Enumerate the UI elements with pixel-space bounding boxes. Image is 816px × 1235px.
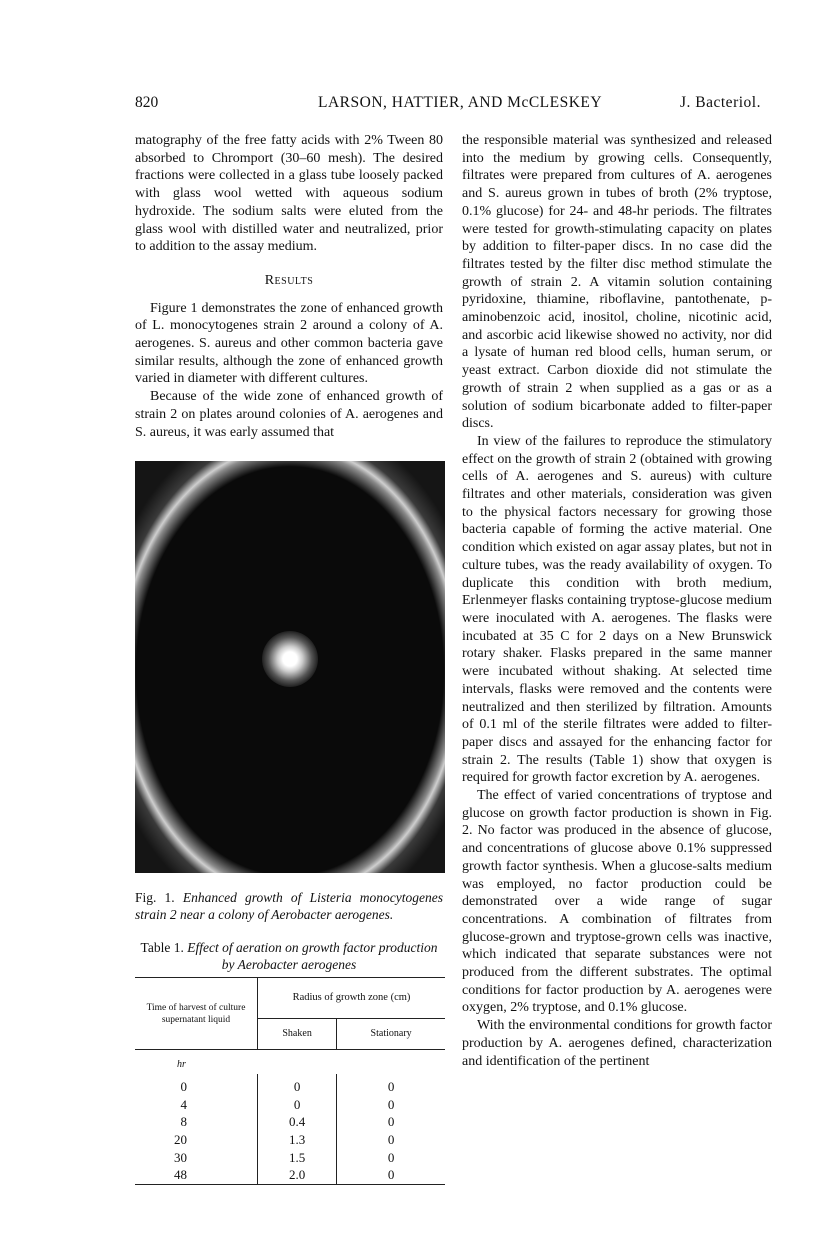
colony-spot: [262, 631, 318, 687]
cell-time: 20: [135, 1131, 258, 1149]
cell-shaken: 1.3: [258, 1131, 337, 1149]
page-number: 820: [135, 94, 159, 111]
table-row: [135, 1096, 445, 1114]
cell-shaken: 0: [258, 1078, 337, 1096]
running-header: [0, 94, 816, 116]
col-header-stationary: Stationary: [337, 1019, 445, 1050]
unit-label: hr: [177, 1059, 186, 1071]
cell-stationary: 0: [337, 1166, 445, 1184]
paragraph: the responsible material was synthesized and released into the medium by growing cells. Consequently, filtrates were prepared from cultures of A. aerogenes and S. aureus grown in tubes of broth (2% tryptose, 0.1% glucose) for 24- and 48-hr periods. The filtrates were tested for growth-stimulating capacity on plates by addition to filter-paper discs. In no case did the filtrates tested by the filter disc method stimulate the growth of strain 2. A vitamin solution containing pyridoxine, thiamine, riboflavine, pantothenate, p-aminobenzoic acid, inositol, choline, nicotinic acid, and ascorbic acid likewise showed no activity, nor did a lysate of human red blood cells, human serum, or yeast extract. Carbon dioxide did not stimulate the growth of strain 2 when supplied as a gas or as a solution of sodium bicarbonate added to filter-paper discs.: [462, 133, 772, 432]
cell-stationary: 0: [387, 1132, 395, 1148]
figure-caption: [135, 889, 443, 923]
table-1: [135, 977, 445, 1185]
figure-label: Fig. 1.: [135, 890, 175, 906]
cell-stationary: 0: [387, 1078, 395, 1094]
running-authors: LARSON, HATTIER, AND McCLESKEY: [318, 94, 603, 111]
table-row: [135, 1149, 445, 1167]
paragraph: The effect of varied concentrations of tryptose and glucose on growth factor production is shown in Fig. 2. No factor was produced in the absence of glucose, and concentrations of glucose above 0.1% suppressed growth factor synthesis. When a glucose-salts medium was employed, no factor production could be demonstrated over a wide range of sugar concentrations. A combination of filtrates from glucose-grown and tryptose-grown cells was inactive, which indicated that separate substances were not produced from the different substrates. The optimal conditions for factor production by A. aerogenes were oxygen, 2% tryptose, and 0.1% glucose.: [462, 788, 772, 1016]
cell-shaken: 0.4: [258, 1113, 337, 1131]
figure-caption-text: Enhanced growth of Listeria monocytogenes strain 2 near a colony of Aerobacter aerogenes.: [135, 890, 443, 923]
cell-time: 48: [135, 1166, 258, 1184]
cell-stationary: 0: [387, 1114, 395, 1130]
col-group-header: Radius of growth zone (cm): [258, 978, 446, 1019]
paragraph: In view of the failures to reproduce the stimulatory effect on the growth of strain 2 (obtained with growing cells of A. aerogenes and S. aureus) with culture filtrates and other materials, consideration was given to the physical factors necessary for growing those bacteria capable of forming the active material. One condition which existed on agar assay plates, but not in culture tubes, was the ready availability of oxygen. To duplicate this condition with broth medium, Erlenmeyer flasks containing tryptose-glucose medium were inoculated with A. aerogenes. The flasks were incubated at 35 C for 2 days on a New Brunswick rotary shaker. Flasks prepared in the same manner were incubated without shaking. At selected time intervals, flasks were removed and the contents were neutralized and then sterilized by filtration. Amounts of 0.1 ml of the sterile filtrates were added to filter-paper discs and assayed for the enhancing factor for strain 2. The results (Table 1) show that oxygen is required for growth factor excretion by A. aerogenes.: [462, 433, 772, 786]
figure-1-photo: [135, 461, 445, 873]
table-row: [135, 1131, 445, 1149]
right-column: [462, 132, 772, 1070]
paragraph: Figure 1 demonstrates the zone of enhanced growth of L. monocytogenes strain 2 around a colony of A. aerogenes. S. aureus and other common bacteria gave similar results, although the zone of enhanced growth varied in diameter with different cultures.: [135, 300, 443, 387]
table-row: [135, 1113, 445, 1131]
cell-stationary: 0: [387, 1096, 395, 1112]
table-caption: [135, 939, 443, 973]
table-label: Table 1.: [140, 940, 184, 956]
paragraph: Because of the wide zone of enhanced growth of strain 2 on plates around colonies of A. aerogenes and S. aureus, it was early assumed that: [135, 389, 443, 440]
left-column: [135, 132, 443, 1185]
cell-stationary: 0: [387, 1149, 395, 1165]
table-title: Effect of aeration on growth factor production by Aerobacter aerogenes: [187, 940, 438, 973]
table-row: [135, 1166, 445, 1184]
cell-time: 8: [135, 1113, 258, 1131]
cell-shaken: 2.0: [258, 1166, 337, 1184]
cell-shaken: 1.5: [258, 1149, 337, 1167]
paragraph: matography of the free fatty acids with 2% Tween 80 absorbed to Chromport (30–60 mesh). The desired fractions were collected in a glass tube loosely packed with glass wool wetted with aqueous sodium hydroxide. The sodium salts were eluted from the glass wool with distilled water and neutralized, prior to addition to the assay medium.: [135, 133, 443, 255]
cell-time: 0: [135, 1078, 258, 1096]
paragraph: With the environmental conditions for growth factor production by A. aerogenes defined, characterization and identification of the pertinent: [462, 1018, 772, 1069]
cell-shaken: 0: [258, 1096, 337, 1114]
journal-name: J. Bacteriol.: [680, 94, 761, 111]
cell-time: 30: [135, 1149, 258, 1167]
col-header-time: Time of harvest of culture supernatant liquid: [135, 978, 258, 1050]
section-heading: Results: [264, 272, 314, 288]
table-row: [135, 1078, 445, 1096]
cell-time: 4: [135, 1096, 258, 1114]
col-header-shaken: Shaken: [258, 1019, 337, 1050]
